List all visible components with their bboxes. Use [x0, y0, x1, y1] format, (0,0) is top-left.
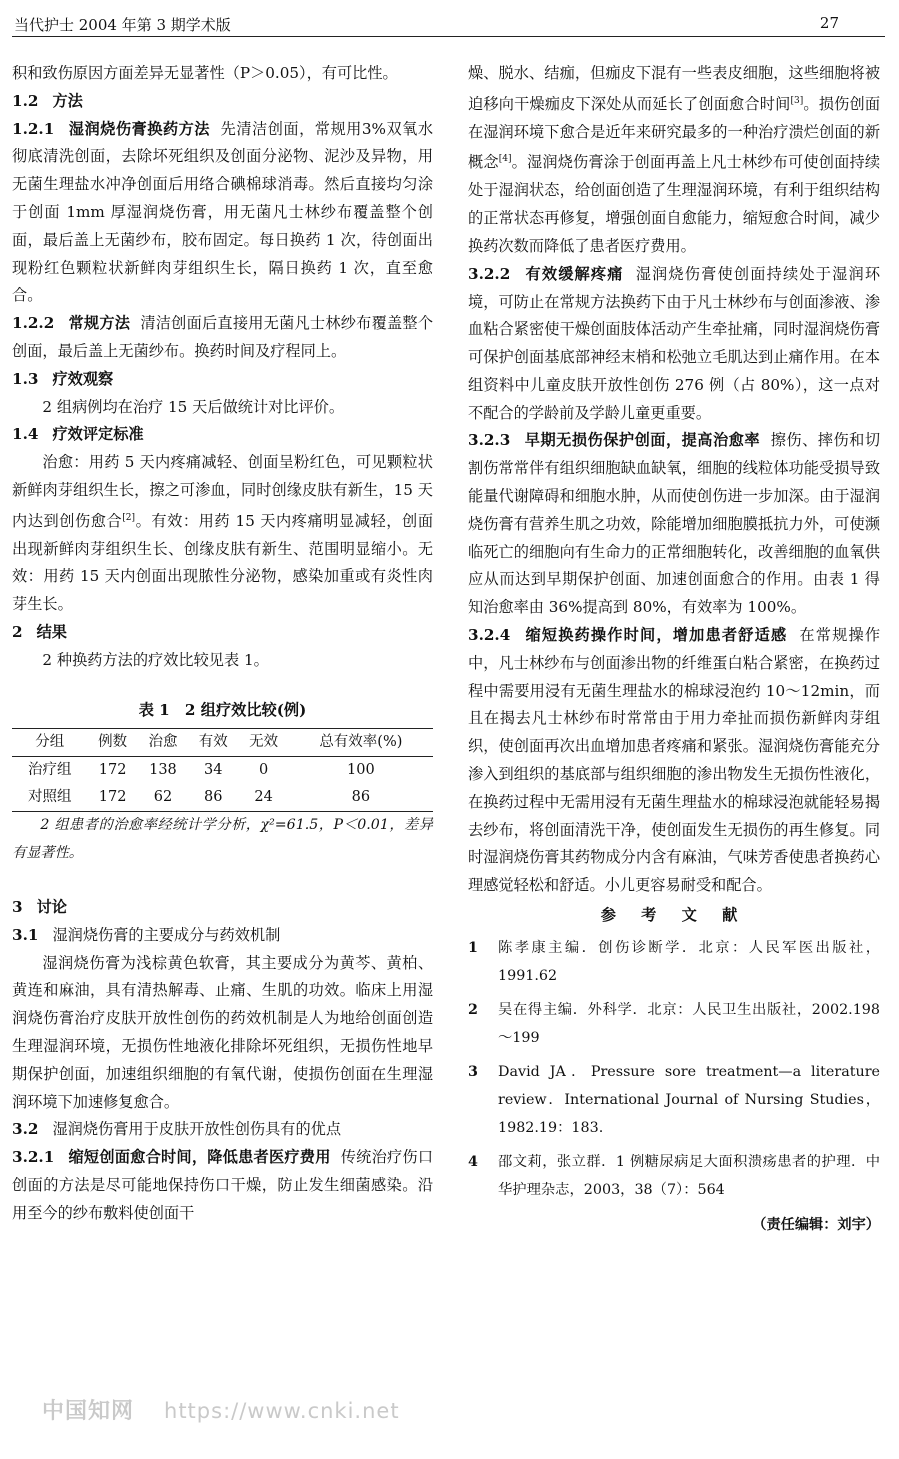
- citation: [3]: [790, 95, 804, 106]
- section-heading: 1.4 疗效评定标准: [12, 425, 144, 444]
- table-header: 有效: [188, 729, 238, 757]
- section-heading: 2 结果: [12, 623, 67, 641]
- results-table: [12, 728, 433, 812]
- paragraph: 2 组病例均在治疗 15 天后做统计对比评价。: [42, 397, 345, 416]
- paragraph: 燥、脱水、结痂，但痂皮下混有一些表皮细胞，这些细胞将被迫移向干燥痂皮下深处从而延长了创面愈合时间[3]。损伤创面在湿润环境下愈合是近年来研究最多的一种治疗溃烂创面的新概念[4]。湿润烧伤膏涂于创面再盖上凡士林纱布可使创面持续处于湿润状态，给创面创造了生理湿润环境，有利于组织结构的正常状态再修复，增强创面自愈能力，缩短愈合时间，减少换药次数而降低了患者医疗费用。: [468, 64, 881, 255]
- watermark-url: https://www.cnki.net: [164, 1399, 400, 1423]
- reference-item: 4 邵文莉，张立群．1 例糖尿病足大面积溃疡患者的护理．中华护理杂志，2003，38（7）：564: [468, 1153, 880, 1198]
- paragraph: 2 种换药方法的疗效比较见表 1。: [42, 650, 269, 669]
- cnki-watermark: [42, 1394, 400, 1425]
- table-cell: 62: [138, 784, 188, 812]
- reference-item: 1 陈孝康主编．创伤诊断学．北京：人民军医出版社，1991.62: [468, 939, 880, 984]
- section-heading: 3.2 湿润烧伤膏用于皮肤开放性创伤具有的优点: [12, 1120, 341, 1139]
- table-cell: 172: [98, 762, 127, 779]
- section-3-2-2: 3.2.2 有效缓解疼痛 湿润烧伤膏使创面持续处于湿润环境，可防止在常规方法换药下由于凡士林纱布与创面渗液、渗血粘合紧密使干燥创面肢体活动产生牵扯痛，同时湿润烧伤膏可保护创面基底部神经末梢和松弛立毛肌达到止痛作用。在本组资料中儿童皮肤开放性创伤 276 例（占 80%），这一点对不配合的学龄前及学龄儿童更重要。: [468, 264, 881, 422]
- table-header: 总有效率(%): [289, 729, 433, 757]
- section-1-2-1: 1.2.1 湿润烧伤膏换药方法 先清洁创面，常规用3%双氧水彻底清洗创面，去除坏死组织及创面分泌物、泥沙及异物，用无菌生理盐水冲净创面后用络合碘棉球消毒。然后直接均匀涂于创面 1mm 厚湿润烧伤膏，用无菌凡士林纱布覆盖整个创面，最后盖上无菌纱布，胶布固定。每日换药 1 次，待创面出现粉红色颗粒状新鲜肉芽组织生长，隔日换药 1 次，直至愈合。: [12, 119, 434, 305]
- page-number: 27: [819, 14, 839, 32]
- table-cell: 172: [87, 784, 137, 812]
- table-cell: 86: [188, 784, 238, 812]
- table-cell: 对照组: [12, 784, 87, 812]
- header-rule: [12, 36, 885, 37]
- section-heading: 3.1 湿润烧伤膏的主要成分与药效机制: [12, 925, 281, 944]
- table-header-row: [12, 729, 433, 757]
- table-cell: 100: [347, 762, 375, 779]
- table-row: [12, 757, 433, 785]
- left-column: [12, 60, 433, 1228]
- section-heading: 1.3 疗效观察: [12, 369, 114, 388]
- section-heading: 1.2 方法: [12, 91, 83, 110]
- table-cell: 86: [289, 784, 433, 812]
- table-cell: 0: [258, 762, 269, 779]
- table-row: [12, 784, 433, 812]
- table-cell: 138: [149, 762, 177, 779]
- citation: [2]: [122, 512, 136, 523]
- table-cell: 34: [204, 762, 223, 779]
- reference-item: 3 David JA．Pressure sore treatment—a literature review．International Journal of Nursing Studies，1982.19：183.: [468, 1063, 880, 1136]
- responsible-editor: （责任编辑：刘宇）: [752, 1216, 880, 1233]
- paragraph: 积和致伤原因方面差异无显著性（P＞0.05），有可比性。: [12, 64, 398, 82]
- right-column: [468, 60, 880, 1240]
- references-heading: 参 考 文 献: [600, 906, 748, 925]
- table-header: 治愈: [138, 729, 188, 757]
- table-note: 2 组患者的治愈率经统计学分析，χ²=61.5，P＜0.01，差异有显著性。: [12, 817, 433, 862]
- section-1-2-2: 1.2.2 常规方法 清洁创面后直接用无菌凡士林纱布覆盖整个创面，最后盖上无菌纱布。换药时间及疗程同上。: [12, 314, 434, 360]
- section-3-2-4: 3.2.4 缩短换药操作时间，增加患者舒适感 在常规操作中，凡士林纱布与创面渗出物的纤维蛋白粘合紧密，在换药过程中需要用浸有无菌生理盐水的棉球浸泡约 10～12min，而且在揭去凡士林纱布时常常由于用力牵扯而损伤新鲜肉芽组织，使创面再次出血增加患者疼痛和紧张。湿润烧伤膏能充分渗入到组织的基底部与组织细胞的渗出物发生无损伤性液化，在换药过程中无需用浸有无菌生理盐水的棉球浸泡就能轻易揭去纱布，将创面清洗干净，使创面发生无损伤的再生修复。同时湿润烧伤膏其药物成分内含有麻油，气味芳香使患者换药心理感觉轻松和舒适。小儿更容易耐受和配合。: [468, 626, 881, 895]
- table-header: 无效: [238, 729, 288, 757]
- paragraph: 湿润烧伤膏为浅棕黄色软膏，其主要成分为黄芩、黄柏、黄连和麻油，具有清热解毒、止痛、生肌的功效。临床上用湿润烧伤膏治疗皮肤开放性创伤的药效机制是人为地给创面创造生理湿润环境，无损伤性地液化排除坏死组织，无损伤性地早期保护创面，加速组织细胞的有氧代谢，使损伤创面在生理湿润环境下加速修复愈合。: [12, 953, 433, 1111]
- section-heading: 3 讨论: [12, 897, 67, 916]
- section-3-2-1: 3.2.1 缩短创面愈合时间，降低患者医疗费用 传统治疗伤口创面的方法是尽可能地保持伤口干燥，防止发生细菌感染。沿用至今的纱布敷料使创面干: [12, 1148, 434, 1222]
- page-header: [14, 8, 885, 38]
- citation: [4]: [498, 154, 512, 165]
- table-cell: 24: [238, 784, 288, 812]
- reference-item: 2 吴在得主编．外科学．北京：人民卫生出版社，2002.198～199: [468, 1001, 880, 1046]
- table-header: 分组: [12, 729, 87, 757]
- table-caption: 表 1 2 组疗效比较(例): [138, 700, 307, 719]
- paragraph: 治愈：用药 5 天内疼痛减轻、创面呈粉红色，可见颗粒状新鲜肉芽组织生长，擦之可渗血，同时创缘皮肤有新生，15 天内达到创伤愈合[2]。有效：用药 15 天内疼痛明显减轻，创面出现新鲜肉芽组织生长、创缘皮肤有新生、范围明显缩小。无效：用药 15 天内创面出现脓性分泌物，感染加重或有炎性肉芽生长。: [12, 453, 434, 614]
- journal-title: 当代护士 2004 年第 3 期学术版: [14, 16, 231, 34]
- table-cell: 治疗组: [27, 762, 72, 779]
- watermark-brand: 中国知网: [42, 1399, 135, 1424]
- table-header: 例数: [87, 729, 137, 757]
- section-3-2-3: 3.2.3 早期无损伤保护创面，提高治愈率 擦伤、摔伤和切割伤常常伴有组织细胞缺血缺氧，细胞的线粒体功能受损导致能量代谢障碍和细胞水肿，从而使创伤进一步加深。由于湿润烧伤膏有营养生肌之功效，除能增加细胞膜抵抗力外，可使濒临死亡的细胞向有生命力的正常细胞转化，改善细胞的血氧供应从而达到早期保护创面、加速创面愈合的作用。由表 1 得知治愈率由 36%提高到 80%，有效率为 100%。: [468, 431, 881, 617]
